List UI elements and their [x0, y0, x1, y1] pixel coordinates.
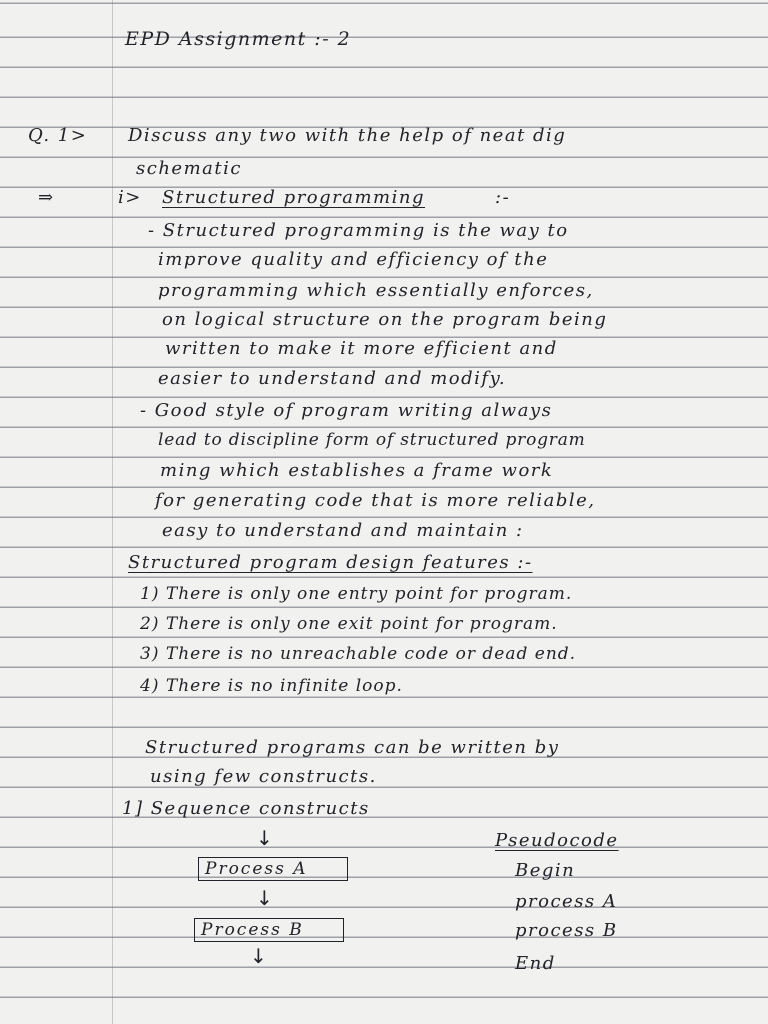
- para2-line-1: - Good style of program writing always: [140, 400, 553, 421]
- process-a-box: Process A: [198, 857, 348, 881]
- para2-line-4: for generating code that is more reliable,: [155, 490, 596, 511]
- section-heading-suffix: :-: [495, 187, 511, 208]
- para2-line-3: ming which establishes a frame work: [160, 460, 554, 481]
- para2-line-2: lead to discipline form of structured program: [158, 430, 586, 450]
- section-heading: Structured programming: [162, 187, 426, 208]
- question-line-2: schematic: [136, 158, 242, 179]
- feature-item-4: 4) There is no infinite loop.: [140, 676, 403, 696]
- arrow-down-icon: ↓: [256, 886, 273, 910]
- para2-line-5: easy to understand and maintain :: [162, 520, 524, 541]
- answer-marker: ⇒: [38, 187, 55, 208]
- arrow-down-icon: ↓: [256, 826, 273, 850]
- constructs-line-1: Structured programs can be written by: [145, 737, 560, 758]
- pseudocode-line-3: process B: [515, 920, 618, 941]
- pseudocode-heading: Pseudocode: [495, 830, 619, 851]
- section-number: i>: [118, 187, 142, 208]
- pseudocode-line-2: process A: [515, 891, 618, 912]
- para1-line-5: written to make it more efficient and: [165, 338, 558, 359]
- question-number: Q. 1>: [28, 125, 88, 146]
- sequence-constructs-item: 1] Sequence constructs: [122, 798, 370, 819]
- process-b-box: Process B: [194, 918, 344, 942]
- features-heading: Structured program design features :-: [128, 552, 533, 573]
- para1-line-1: - Structured programming is the way to: [148, 220, 569, 241]
- question-line-1: Discuss any two with the help of neat dig: [128, 125, 567, 146]
- feature-item-3: 3) There is no unreachable code or dead end.: [140, 644, 577, 664]
- feature-item-2: 2) There is only one exit point for program.: [140, 614, 558, 634]
- constructs-line-2: using few constructs.: [150, 766, 377, 787]
- pseudocode-line-1: Begin: [515, 860, 576, 881]
- para1-line-2: improve quality and efficiency of the: [158, 249, 549, 270]
- para1-line-6: easier to understand and modify.: [158, 368, 507, 389]
- margin-line: [112, 0, 113, 1024]
- pseudocode-line-4: End: [515, 953, 556, 974]
- page-title: EPD Assignment :- 2: [125, 28, 352, 50]
- feature-item-1: 1) There is only one entry point for program.: [140, 584, 573, 604]
- para1-line-3: programming which essentially enforces,: [158, 280, 594, 301]
- para1-line-4: on logical structure on the program being: [162, 309, 608, 330]
- arrow-down-icon: ↓: [250, 944, 267, 968]
